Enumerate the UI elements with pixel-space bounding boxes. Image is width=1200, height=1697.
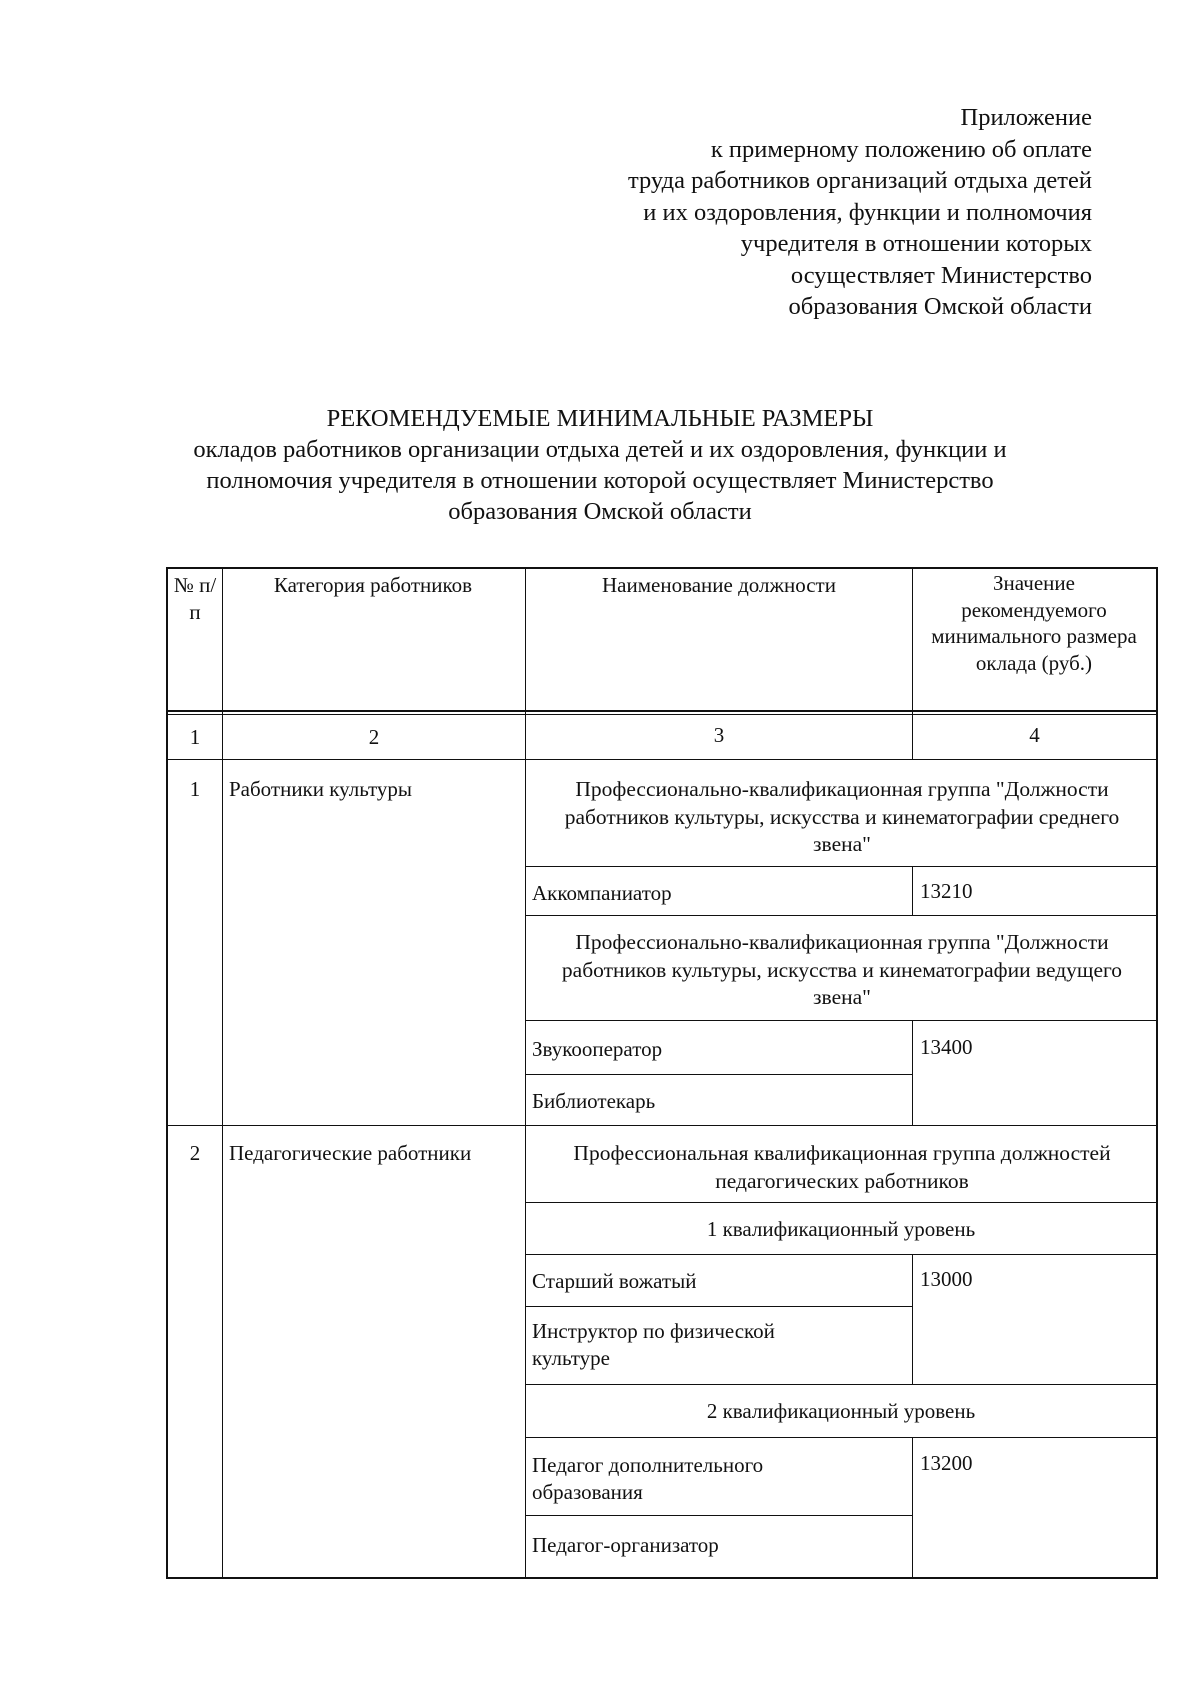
position-name: Педагог дополнительного образования [532, 1453, 764, 1504]
table-divider-salary-s1-1 [912, 866, 913, 915]
header-num: № п/п [173, 573, 217, 624]
header-category: Категория работников [273, 573, 473, 597]
position-name: Звукооператор [532, 1037, 663, 1061]
row-divider [525, 1202, 1158, 1203]
section-number: 1 [189, 777, 201, 801]
position-name: Инструктор по физической культуре [532, 1319, 775, 1370]
column-number: 4 [1029, 723, 1040, 747]
qualification-level: 1 квалификационный уровень [706, 1217, 976, 1241]
salary-value: 13200 [920, 1451, 973, 1475]
document-subtitle-line: образования Омской области [448, 498, 752, 525]
section-divider [166, 1125, 1158, 1126]
document-subtitle-line: окладов работников организации отдыха детей и их оздоровления, функции и [193, 436, 1007, 463]
column-number: 1 [189, 725, 201, 749]
appendix-line: учредителя в отношении которых [740, 230, 1092, 257]
appendix-line: осуществляет Министерство [790, 261, 1092, 289]
header-position: Наименование должности [602, 573, 836, 597]
position-name: Педагог-организатор [532, 1533, 719, 1557]
position-name: Старший вожатый [532, 1269, 697, 1293]
row-divider [525, 1074, 912, 1075]
section-category: Педагогические работники [229, 1141, 472, 1165]
column-number: 3 [713, 723, 725, 747]
row-divider [525, 1515, 912, 1516]
row-divider [525, 1020, 1158, 1021]
table-divider-category [525, 567, 526, 1579]
row-divider [525, 1254, 1158, 1255]
appendix-line: Приложение [960, 104, 1092, 131]
salary-value: 13400 [920, 1035, 973, 1059]
salary-value: 13210 [920, 879, 973, 903]
section-category: Работники культуры [229, 777, 413, 801]
appendix-line: и их оздоровления, функции и полномочия [643, 198, 1092, 226]
table-divider-salary-s2-2 [912, 1437, 913, 1579]
qualification-level: 2 квалификационный уровень [706, 1399, 976, 1423]
table-header-bottom [166, 710, 1158, 712]
document-title: РЕКОМЕНДУЕМЫЕ МИНИМАЛЬНЫЕ РАЗМЕРЫ [326, 405, 874, 432]
row-divider [525, 1437, 1158, 1438]
table-numbers-bottom [166, 759, 1158, 760]
column-number: 2 [368, 725, 380, 749]
table-header-bottom-double [166, 714, 1158, 715]
table-divider-num [222, 567, 223, 1579]
header-salary: Значение рекомендуемого минимального размера оклада (руб.) [931, 571, 1137, 675]
row-divider [525, 1306, 912, 1307]
document-heading [140, 403, 1060, 527]
row-divider [525, 866, 1158, 867]
table-divider-salary-s1-2 [912, 1020, 913, 1125]
group-title: Профессиональная квалификационная группа должностей педагогических работников [573, 1141, 1111, 1193]
position-name: Библиотекарь [532, 1089, 656, 1113]
appendix-line: к примерному положению об оплате [710, 135, 1092, 163]
salary-value: 13000 [920, 1267, 973, 1291]
row-divider [525, 915, 1158, 916]
appendix-header [452, 102, 1092, 323]
appendix-line: труда работников организаций отдыха детей [627, 167, 1092, 194]
row-divider [525, 1384, 1158, 1385]
appendix-line: образования Омской области [788, 293, 1092, 320]
document-subtitle-line: полномочия учредителя в отношении которой осуществляет Министерство [206, 467, 994, 494]
section-number: 2 [189, 1141, 201, 1165]
position-name: Аккомпаниатор [532, 881, 672, 905]
group-title: Профессионально-квалификационная группа "Должности работников культуры, искусства и кинематографии среднего звена" [564, 777, 1120, 856]
table-divider-salary-s2-1 [912, 1254, 913, 1384]
group-title: Профессионально-квалификационная группа "Должности работников культуры, искусства и кинематографии ведущего звена" [561, 930, 1123, 1009]
table-border-bottom [166, 1577, 1158, 1579]
table-border-left [166, 567, 168, 1579]
table-border-right [1156, 567, 1158, 1579]
table-border-top [166, 567, 1158, 569]
